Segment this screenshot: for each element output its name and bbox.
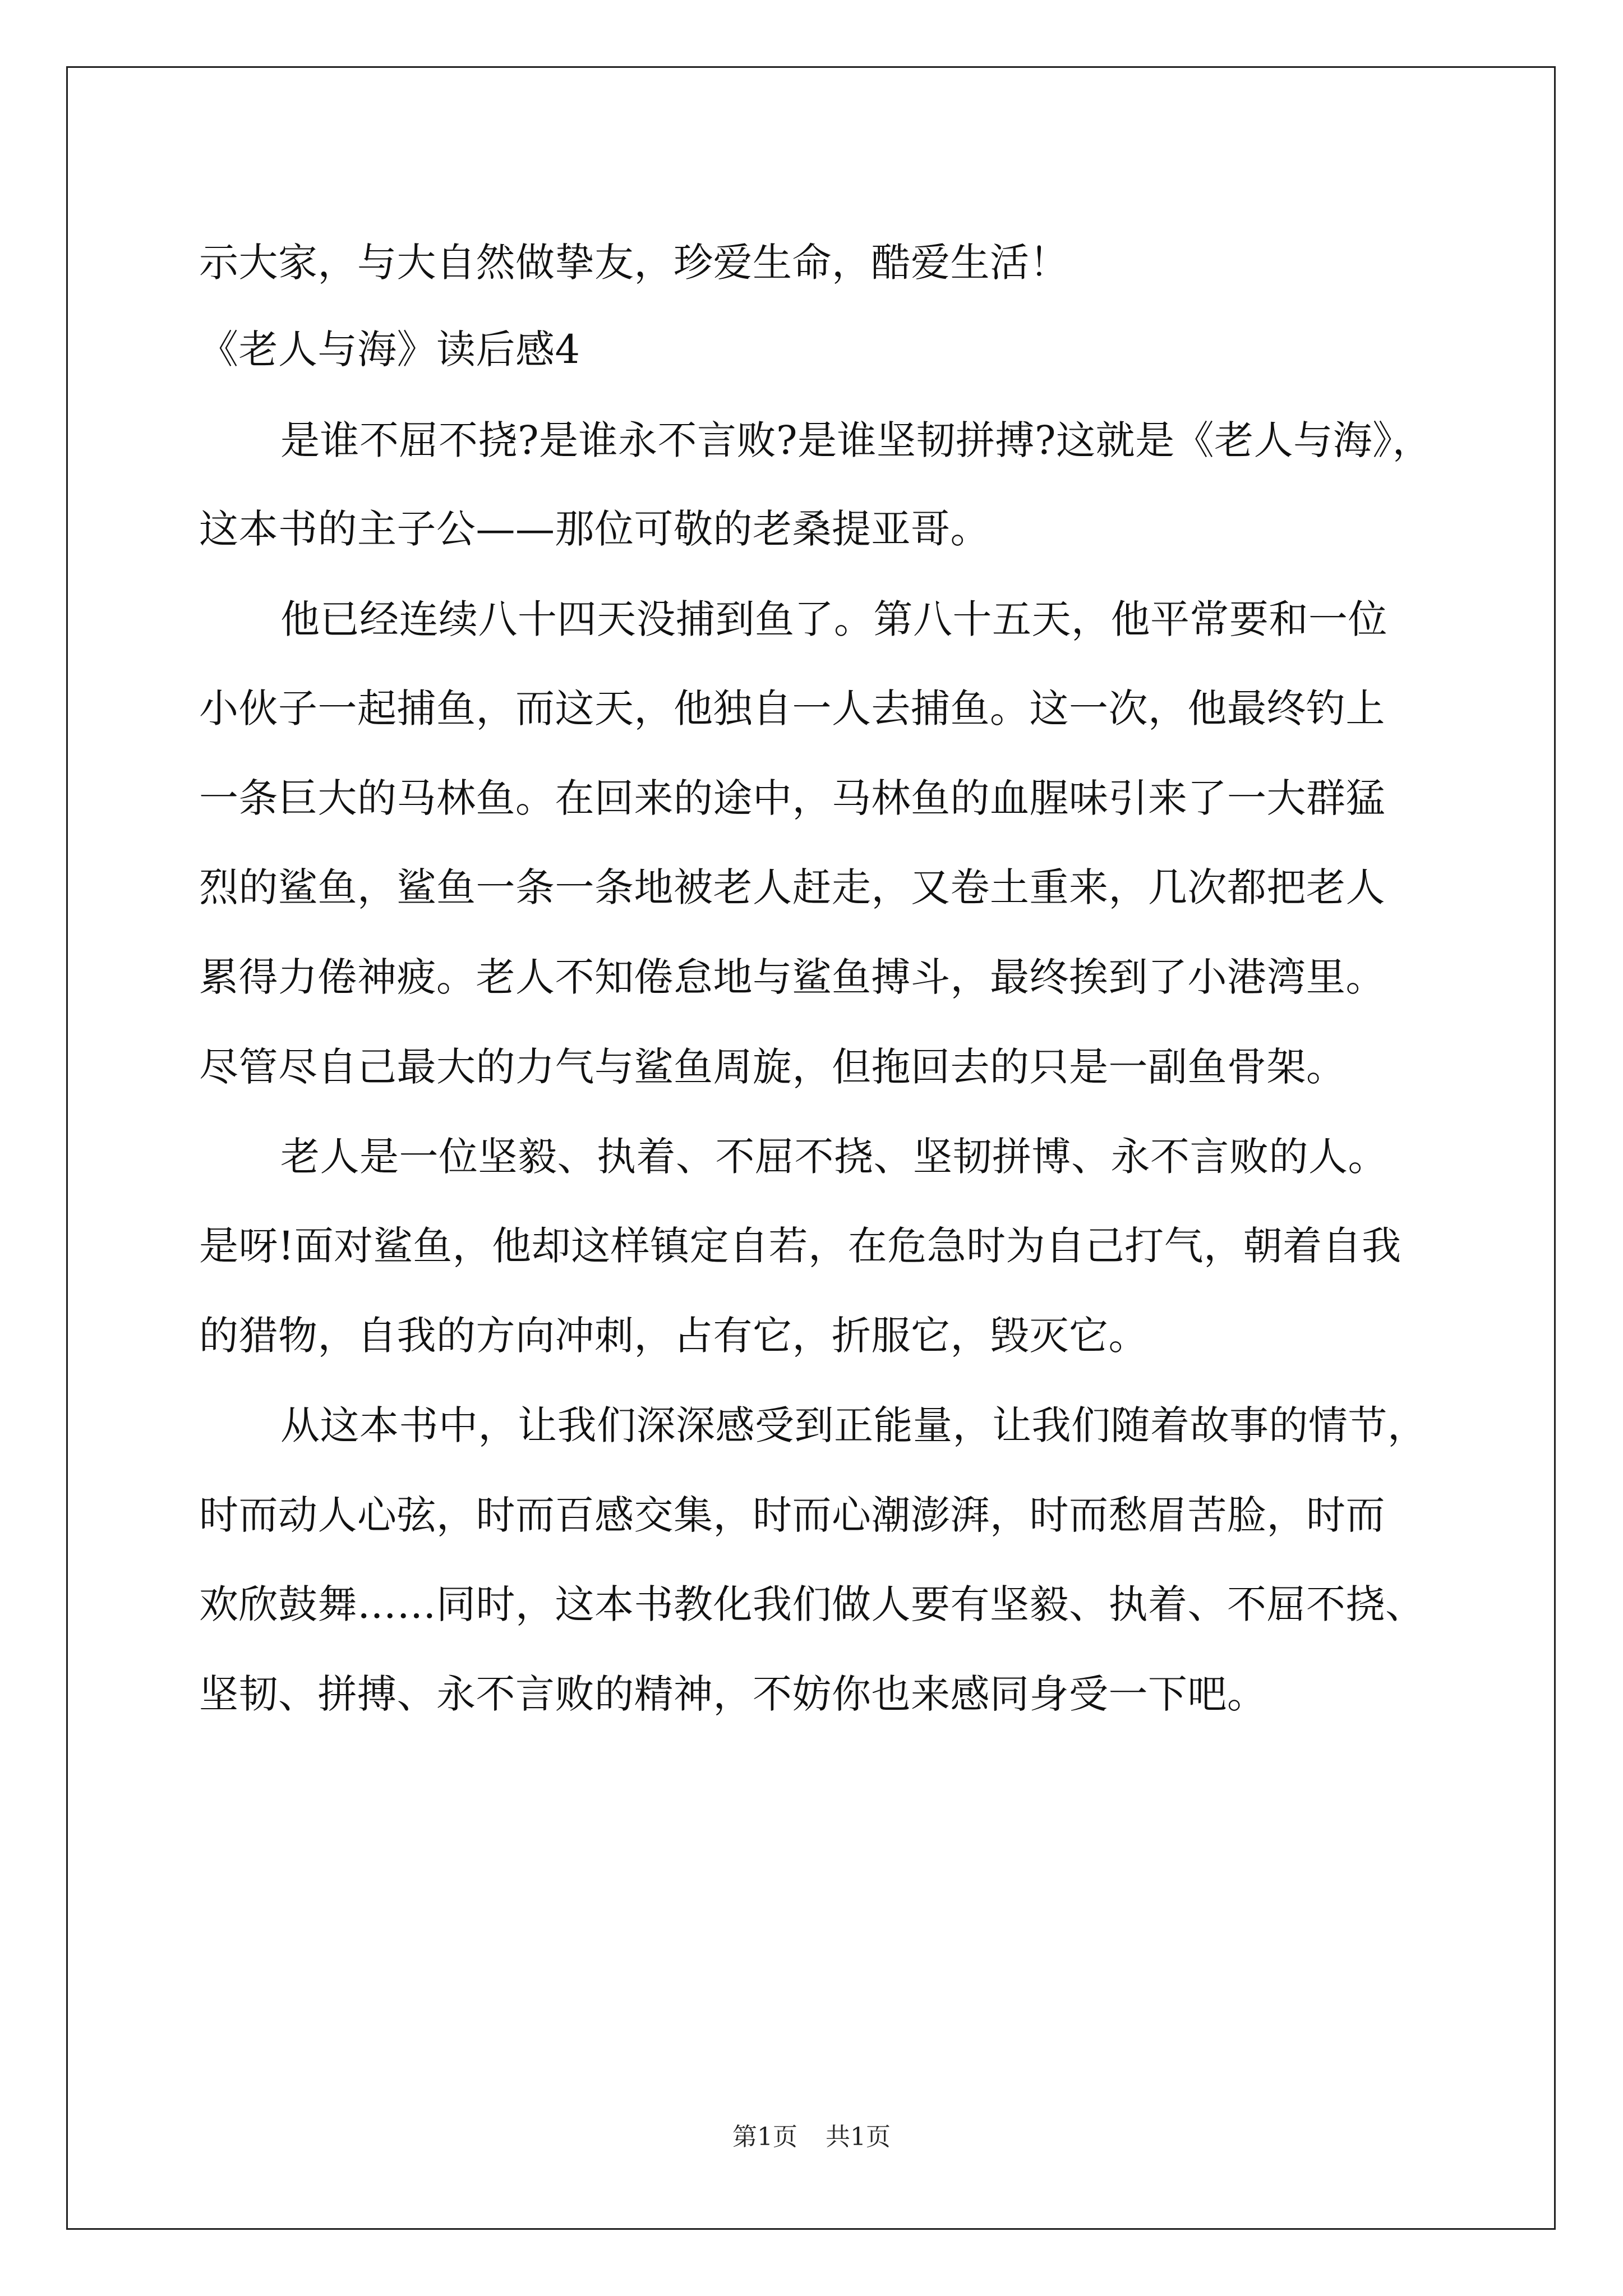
- text-line: 示大家，与大自然做挚友，珍爱生命，酷爱生活！: [199, 240, 1069, 286]
- text-line: 坚韧、拼搏、永不言败的精神，不妨你也来感同身受一下吧。: [199, 1671, 1267, 1717]
- text-line: 老人是一位坚毅、执着、不屈不挠、坚韧拼博、永不言败的人。: [280, 1134, 1387, 1180]
- section-title: 《老人与海》读后感4: [199, 326, 580, 372]
- text-line: 的猎物，自我的方向冲刺，占有它，折服它，毁灭它。: [199, 1313, 1148, 1359]
- text-line: 一条巨大的马林鱼。在回来的途中，马林鱼的血腥味引来了一大群猛: [199, 775, 1385, 821]
- page-footer: [0, 2120, 1623, 2154]
- page-number: 第1页: [732, 2123, 797, 2151]
- page-total: 共1页: [826, 2123, 891, 2151]
- text-line: 小伙子一起捕鱼，而这天，他独自一人去捕鱼。这一次，他最终钓上: [199, 685, 1385, 731]
- text-line: 累得力倦神疲。老人不知倦怠地与鲨鱼搏斗，最终挨到了小港湾里。: [199, 954, 1385, 1000]
- text-line: 是呀!面对鲨鱼，他却这样镇定自若，在危急时为自己打气，朝着自我: [199, 1223, 1401, 1269]
- text-line: 从这本书中，让我们深深感受到正能量，让我们随着故事的情节，: [280, 1402, 1427, 1448]
- text-line: 是谁不屈不挠?是谁永不言败?是谁坚韧拼搏?这就是《老人与海》，: [280, 417, 1432, 463]
- text-line: 时而动人心弦，时而百感交集，时而心潮澎湃，时而愁眉苦脸，时而: [199, 1492, 1385, 1538]
- text-line: 他已经连续八十四天没捕到鱼了。第八十五天，他平常要和一位: [280, 596, 1387, 642]
- text-line: 烈的鲨鱼，鲨鱼一条一条地被老人赶走，又卷土重来，几次都把老人: [199, 864, 1385, 910]
- text-line: 欢欣鼓舞……同时，这本书教化我们做人要有坚毅、执着、不屈不挠、: [199, 1581, 1425, 1627]
- text-line: 尽管尽自己最大的力气与鲨鱼周旋，但拖回去的只是一副鱼骨架。: [199, 1044, 1346, 1090]
- text-line: 这本书的主子公——那位可敬的老桑提亚哥。: [199, 506, 990, 552]
